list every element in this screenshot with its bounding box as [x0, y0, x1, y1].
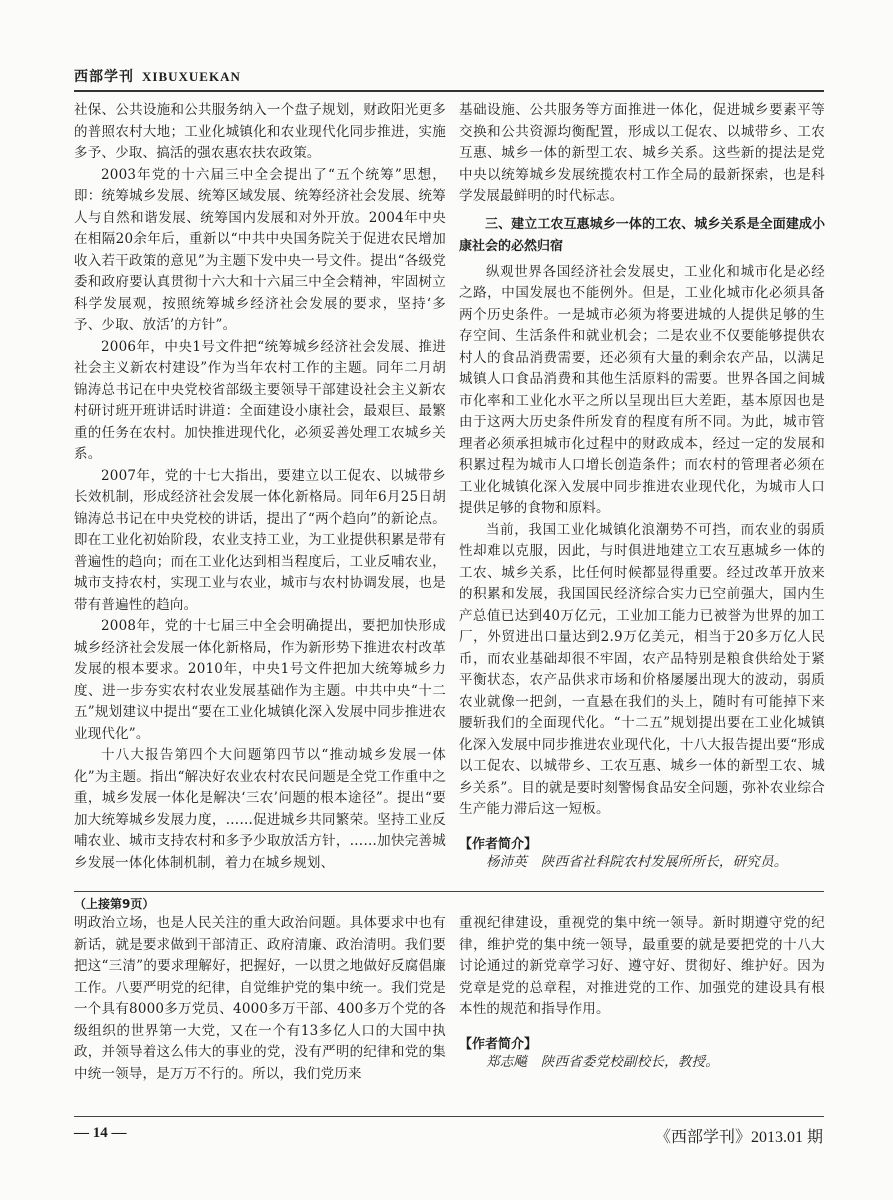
paragraph: 当前，我国工业化城镇化浪潮势不可挡，而农业的弱质性却难以克服，因此，与时俱进地建立工农互惠城乡一体的工农、城乡关系，比任何时候都显得重要。经过改革开放来的积累和发展，我国国民经济综合实力已空前强大，国内生产总值已达到40万亿元，工业加工能力已被誉为世界的加工厂，外贸进出口量达到2.9万亿美元，相当于20多万亿人民币，而农业基础却很不牢固，农产品特别是粮食供给处于紧平衡状态，农产品供求市场和价格屡屡出现大的波动，弱质农业就像一把剑，一直悬在我们的头上，随时有可能掉下来腰斩我们的全面现代化。“十二五”规划提出要在工业化城镇化深入发展中同步推进农业现代化，十八大报告提出要“形成以工促农、以城带乡、工农互惠、城乡一体的新型工农、城乡关系”。目的就是要时刻警惕食品安全问题，弥补农业综合生产能力滞后这一短板。 — [459, 521, 825, 817]
journal-issue: 《西部学刊》2013.01 期 — [654, 1129, 823, 1146]
paragraph: 纵观世界各国经济社会发展史，工业化和城市化是必经之路，中国发展也不能例外。但是，工业化城市化必须具备两个历史条件。一是城市必须为将要进城的人提供足够的生存空间、生活条件和就业机会；二是农业不仅要能够提供农村人的食品消费需要，还必须有大量的剩余农产品，以满足城镇人口食品消费和其他生活原料的需要。世界各国之间城市化率和工业化水平之所以呈现出巨大差距，基本原因也是由于这两大历史条件所发育的程度有所不同。为此，城市管理者必须承担城市化过程中的财政成本，经过一定的发展和积累过程为城市人口增长创造条件；而农村的管理者必须在工业化城镇化深入发展中同步推进农业现代化，为城市人口提供足够的食物和原料。 — [459, 263, 825, 516]
author-bio-label: 【作者简介】 — [459, 1036, 538, 1052]
continued-left-column — [74, 913, 446, 1108]
continued-label: （上接第9页） — [74, 897, 155, 911]
section-heading: 三、建立工农互惠城乡一体的工农、城乡关系是全面建成小康社会的必然归宿 — [459, 216, 825, 254]
right-column — [459, 100, 825, 882]
journal-name-latin: XIBUXUEKAN — [142, 69, 241, 84]
author-bio — [459, 1021, 825, 1074]
paragraph: 社保、公共设施和公共服务纳入一个盘子规划，财政阳光更多的普照农村大地；工业化城镇化和农业现代化同步推进，实施多予、少取、搞活的强农惠农扶农政策。 — [74, 102, 446, 161]
continued-right-column — [459, 913, 825, 1108]
author-bio-label: 【作者简介】 — [459, 836, 538, 852]
running-header — [74, 66, 822, 86]
footer-rule — [74, 1116, 824, 1117]
left-column — [74, 100, 446, 882]
paragraph: 2006年，中央1号文件把“统筹城乡经济社会发展、推进社会主义新农村建设”作为当年农村工作的主题。同年二月胡锦涛总书记在中央党校省部级主要领导干部建设社会主义新农村研讨班开班讲话时讲道：全面建设小康社会，最艰巨、最繁重的任务在农村。加快推进现代化，必须妥善处理工农城乡关系。 — [74, 338, 446, 462]
paragraph: 明政治立场，也是人民关注的重大政治问题。具体要求中也有新话，就是要求做到干部清正、政府清廉、政治清明。我们要把这“三清”的要求理解好，把握好，一以贯之地做好反腐倡廉工作。八要严明党的纪律，自觉维护党的集中统一。我们党是一个具有8000多万党员、4000多万干部、400多万个党的各级组织的世界第一大党，又在一个有13多亿人口的大国中执政，并领导着这么伟大的事业的党，没有严明的纪律和党的集中统一领导，是万万不行的。所以，我们党历来 — [74, 915, 446, 1082]
paragraph: 十八大报告第四个大问题第四节以“推动城乡发展一体化”为主题。指出“解决好农业农村农民问题是全党工作重中之重，城乡发展一体化是解决‘三农’问题的根本途径”。提出“要加大统筹城乡发展力度，……促进城乡共同繁荣。坚持工业反哺农业、城市支持农村和多予少取放活方针，……加快完善城乡发展一体化体制机制，着力在城乡规划、 — [74, 747, 446, 871]
journal-name: 西部学刊 — [74, 69, 134, 85]
author-bio — [459, 821, 825, 874]
header-rule — [74, 90, 824, 92]
paragraph: 2003年党的十六届三中全会提出了“五个统筹”思想，即：统筹城乡发展、统筹区域发展、统筹经济社会发展、统筹人与自然和谐发展、统筹国内发展和对外开放。2004年中央在相隔20余年后，重新以“中共中央国务院关于促进农民增加收入若干政策的意见”为主题下发中央一号文件。提出“各级党委和政府要认真贯彻十六大和十六届三中全会精神，牢固树立科学发展观，按照统筹城乡经济社会发展的要求，坚持‘多予、少取、放活’的方针”。 — [74, 166, 446, 333]
paragraph: 基础设施、公共服务等方面推进一体化，促进城乡要素平等交换和公共资源均衡配置，形成以工促农、以城带乡、工农互惠、城乡一体的新型工农、城乡关系。这些新的提法是党中央以统筹城乡发展统揽农村工作全局的最新探索，也是科学发展最鲜明的时代标志。 — [459, 102, 825, 204]
paragraph: 重视纪律建设，重视党的集中统一领导。新时期遵守党的纪律，维护党的集中统一领导，最重要的就是要把党的十八大讨论通过的新党章学习好、遵守好、贯彻好、维护好。因为党章是党的总章程，对推进党的工作、加强党的建设具有根本性的规范和指导作用。 — [459, 915, 825, 1017]
author-bio-text: 杨沛英 陕西省社科院农村发展所所长，研究员。 — [486, 853, 788, 870]
paragraph: 2008年，党的十七届三中全会明确提出，要把加快形成城乡经济社会发展一体化新格局，作为新形势下推进农村改革发展的根本要求。2010年，中央1号文件把加大统筹城乡力度、进一步夯实农村农业发展基础作为主题。中共中央“十二五”规划建议中提出“要在工业化城镇化深入发展中同步推进农业现代化”。 — [74, 618, 446, 742]
page-number: — 14 — — [74, 1125, 127, 1141]
paragraph: 2007年，党的十七大指出，要建立以工促农、以城带乡长效机制，形成经济社会发展一体化新格局。同年6月25日胡锦涛总书记在中央党校的讲话，提出了“两个趋向”的新论点。即在工业化初始阶段，农业支持工业，为工业提供积累是带有普遍性的趋向；而在工业化达到相当程度后，工业反哺农业，城市支持农村，实现工业与农业，城市与农村协调发展，也是带有普遍性的趋向。 — [74, 467, 446, 613]
author-bio-text: 郑志飚 陕西省委党校副校长，教授。 — [486, 1053, 719, 1070]
section-divider — [74, 891, 824, 892]
